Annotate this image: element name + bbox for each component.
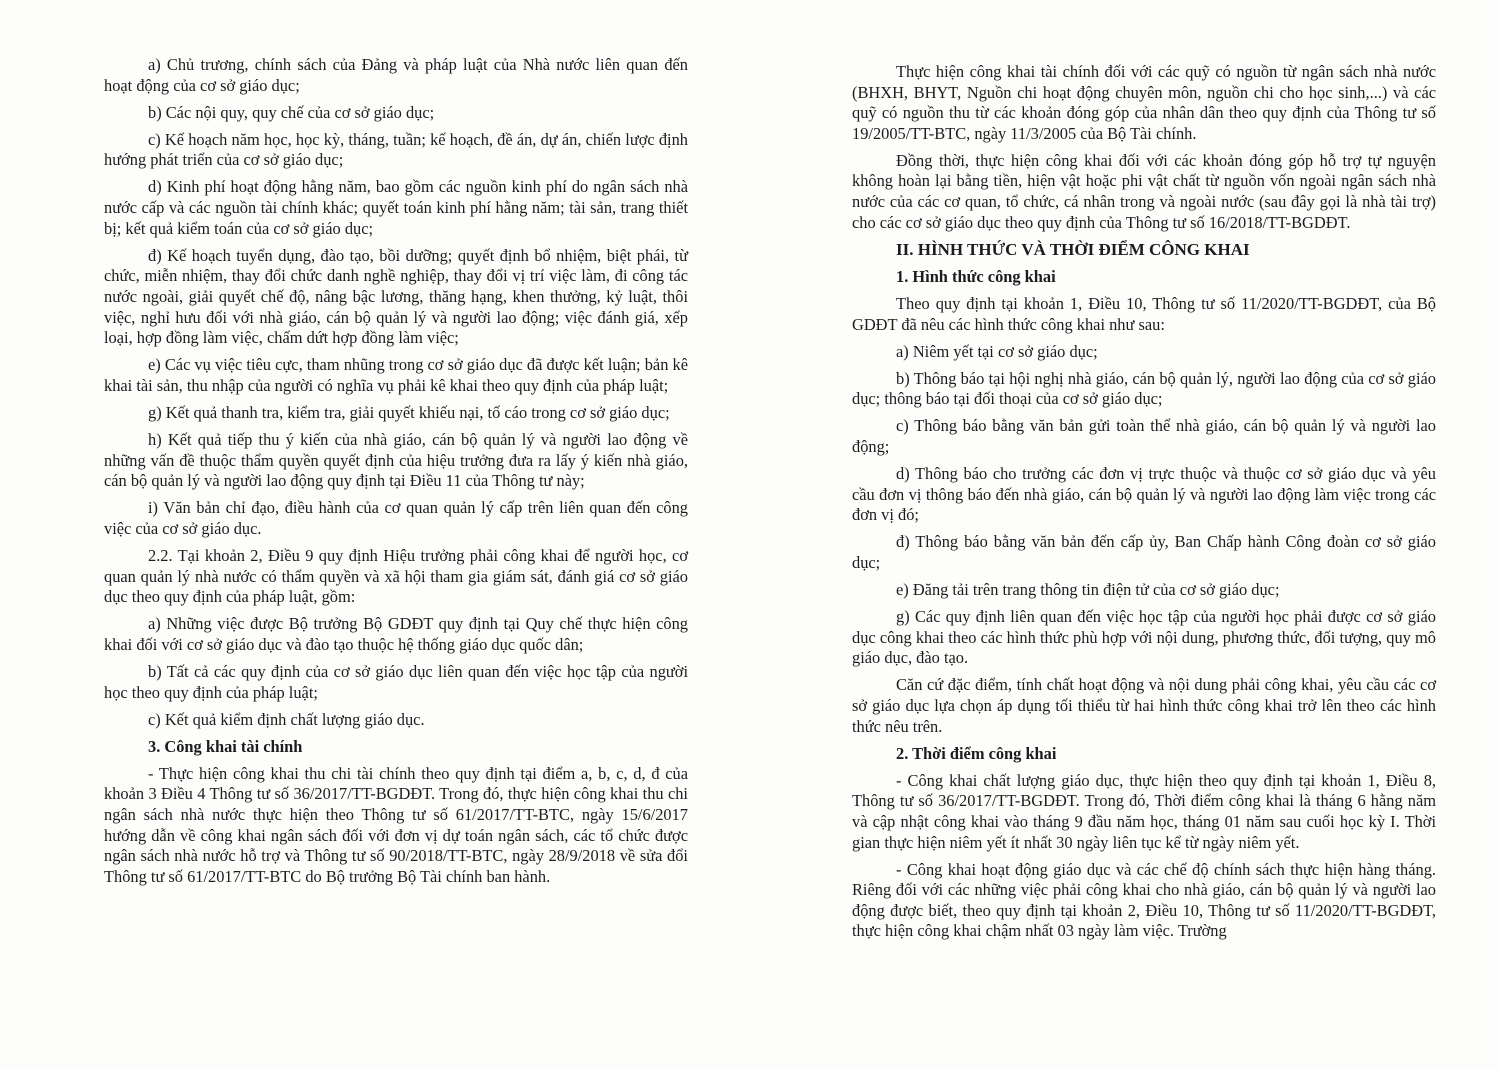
- paragraph: h) Kết quả tiếp thu ý kiến của nhà giáo, cán bộ quản lý và người lao động về những vấn đề thuộc thẩm quyền quyết định của hiệu trưởng đưa ra lấy ý kiến nhà giáo, cán bộ quản lý và người lao động quy định tại Điều 11 của Thông tư này;: [104, 430, 688, 491]
- heading-time: 2. Thời điểm công khai: [896, 743, 1057, 763]
- paragraph: g) Kết quả thanh tra, kiểm tra, giải quyết khiếu nại, tố cáo trong cơ sở giáo dục;: [148, 402, 670, 422]
- paragraph: d) Thông báo cho trưởng các đơn vị trực thuộc và thuộc cơ sở giáo dục và yêu cầu đơn vị thông báo đến nhà giáo, cán bộ quản lý và người lao động làm việc trong các đơn vị đó;: [852, 464, 1436, 525]
- heading-finance: 3. Công khai tài chính: [148, 736, 303, 756]
- paragraph: Căn cứ đặc điểm, tính chất hoạt động và nội dung phải công khai, yêu cầu các cơ sở giáo dục lựa chọn áp dụng tối thiểu từ hai hình thức công khai trở lên theo các hình thức nêu trên.: [852, 675, 1436, 736]
- paragraph: e) Đăng tải trên trang thông tin điện tử của cơ sở giáo dục;: [896, 580, 1280, 600]
- paragraph: 2.2. Tại khoản 2, Điều 9 quy định Hiệu trưởng phải công khai để người học, cơ quan quản lý nhà nước có thẩm quyền và xã hội tham gia giám sát, đánh giá cơ sở giáo dục theo quy định của pháp luật, gồm:: [104, 545, 688, 607]
- paragraph: c) Kế hoạch năm học, học kỳ, tháng, tuần; kế hoạch, đề án, dự án, chiến lược định hướng phát triển của cơ sở giáo dục;: [104, 129, 688, 170]
- paragraph: a) Niêm yết tại cơ sở giáo dục;: [896, 341, 1098, 361]
- right-page: [852, 62, 1436, 949]
- paragraph: b) Thông báo tại hội nghị nhà giáo, cán bộ quản lý, người lao động của cơ sở giáo dục; thông báo tại đối thoại của cơ sở giáo dục;: [852, 368, 1436, 409]
- paragraph: a) Chủ trương, chính sách của Đảng và pháp luật của Nhà nước liên quan đến hoạt động của cơ sở giáo dục;: [104, 55, 688, 95]
- left-page: [104, 55, 688, 894]
- paragraph: Thực hiện công khai tài chính đối với các quỹ có nguồn từ ngân sách nhà nước (BHXH, BHYT, Nguồn chi hoạt động chuyên môn, nguồn chi cho học sinh,...) và các quỹ có nguồn thu từ các khoản đóng góp của nhân dân theo quy định của Thông tư số 19/2005/TT-BTC, ngày 11/3/2005 của Bộ Tài chính.: [852, 62, 1436, 143]
- paragraph: đ) Thông báo bằng văn bản đến cấp ủy, Ban Chấp hành Công đoàn cơ sở giáo dục;: [852, 532, 1436, 572]
- paragraph: e) Các vụ việc tiêu cực, tham nhũng trong cơ sở giáo dục đã được kết luận; bản kê khai tài sản, thu nhập của người có nghĩa vụ phải kê khai theo quy định của pháp luật;: [104, 355, 688, 395]
- paragraph: - Công khai chất lượng giáo dục, thực hiện theo quy định tại khoản 1, Điều 8, Thông tư số 36/2017/TT-BGDĐT. Trong đó, Thời điểm công khai là tháng 6 hằng năm và cập nhật công khai vào tháng 9 đầu năm học, tháng 01 năm sau cuối học kỳ I. Thời gian thực hiện niêm yết ít nhất 30 ngày liên tục kể từ ngày niêm yết.: [852, 770, 1436, 852]
- section-heading: II. HÌNH THỨC VÀ THỜI ĐIỂM CÔNG KHAI: [896, 239, 1250, 259]
- paragraph: b) Tất cả các quy định của cơ sở giáo dục liên quan đến việc học tập của người học theo quy định của pháp luật;: [104, 661, 688, 702]
- paragraph: b) Các nội quy, quy chế của cơ sở giáo dục;: [148, 102, 435, 122]
- paragraph: - Thực hiện công khai thu chi tài chính theo quy định tại điểm a, b, c, d, đ của khoản 3 Điều 4 Thông tư số 36/2017/TT-BGDĐT. Trong đó, thực hiện công khai thu chi ngân sách nhà nước thực hiện theo Thông tư số 61/2017/TT-BTC, ngày 15/6/2017 hướng dẫn về công khai ngân sách đối với đơn vị dự toán ngân sách, các tổ chức được ngân sách nhà nước hỗ trợ và Thông tư số 90/2018/TT-BTC, ngày 28/9/2018 về sửa đổi Thông tư số 61/2017/TT-BTC do Bộ trưởng Bộ Tài chính ban hành.: [104, 763, 688, 886]
- paragraph: Theo quy định tại khoản 1, Điều 10, Thông tư số 11/2020/TT-BGDĐT, của Bộ GDĐT đã nêu các hình thức công khai như sau:: [852, 293, 1436, 334]
- paragraph: c) Kết quả kiểm định chất lượng giáo dục.: [148, 709, 425, 729]
- paragraph: c) Thông báo bằng văn bản gửi toàn thể nhà giáo, cán bộ quản lý và người lao động;: [852, 416, 1436, 456]
- paragraph: g) Các quy định liên quan đến việc học tập của người học phải được cơ sở giáo dục công khai theo các hình thức phù hợp với nội dung, phương thức, đối tượng, quy mô giáo dục, đào tạo.: [852, 607, 1436, 668]
- paragraph: d) Kinh phí hoạt động hằng năm, bao gồm các nguồn kinh phí do ngân sách nhà nước cấp và các nguồn tài chính khác; quyết toán kinh phí hằng năm; tài sản, trang thiết bị; kết quả kiểm toán của cơ sở giáo dục;: [104, 177, 688, 238]
- paragraph: a) Những việc được Bộ trưởng Bộ GDĐT quy định tại Quy chế thực hiện công khai đối với cơ sở giáo dục và đào tạo thuộc hệ thống giáo dục quốc dân;: [104, 614, 688, 654]
- paragraph: đ) Kế hoạch tuyển dụng, đào tạo, bồi dưỡng; quyết định bổ nhiệm, biệt phái, từ chức, miễn nhiệm, thay đổi chức danh nghề nghiệp, thay đổi vị trí việc làm, đi công tác nước ngoài, giải quyết chế độ, nâng bậc lương, thăng hạng, khen thưởng, kỷ luật, thôi việc, nghỉ hưu đối với nhà giáo, cán bộ quản lý và người lao động; việc đánh giá, xếp loại, hợp đồng làm việc, chấm dứt hợp đồng làm việc;: [104, 245, 688, 348]
- heading-form: 1. Hình thức công khai: [896, 266, 1056, 286]
- paragraph: i) Văn bản chỉ đạo, điều hành của cơ quan quản lý cấp trên liên quan đến công việc của cơ sở giáo dục.: [104, 498, 688, 538]
- paragraph: Đồng thời, thực hiện công khai đối với các khoản đóng góp hỗ trợ tự nguyện không hoàn lại bằng tiền, hiện vật hoặc phi vật chất từ nguồn vốn ngoài ngân sách nhà nước của các cơ quan, tổ chức, cá nhân trong và ngoài nước (sau đây gọi là nhà tài trợ) cho các cơ sở giáo dục theo quy định của Thông tư số 16/2018/TT-BGDĐT.: [852, 150, 1436, 232]
- paragraph: - Công khai hoạt động giáo dục và các chế độ chính sách thực hiện hàng tháng. Riêng đối với các những việc phải công khai cho nhà giáo, cán bộ quản lý và người lao động được biết, theo quy định tại khoản 2, Điều 10, Thông tư số 11/2020/TT-BGDĐT, thực hiện công khai chậm nhất 03 ngày làm việc. Trường: [852, 859, 1436, 941]
